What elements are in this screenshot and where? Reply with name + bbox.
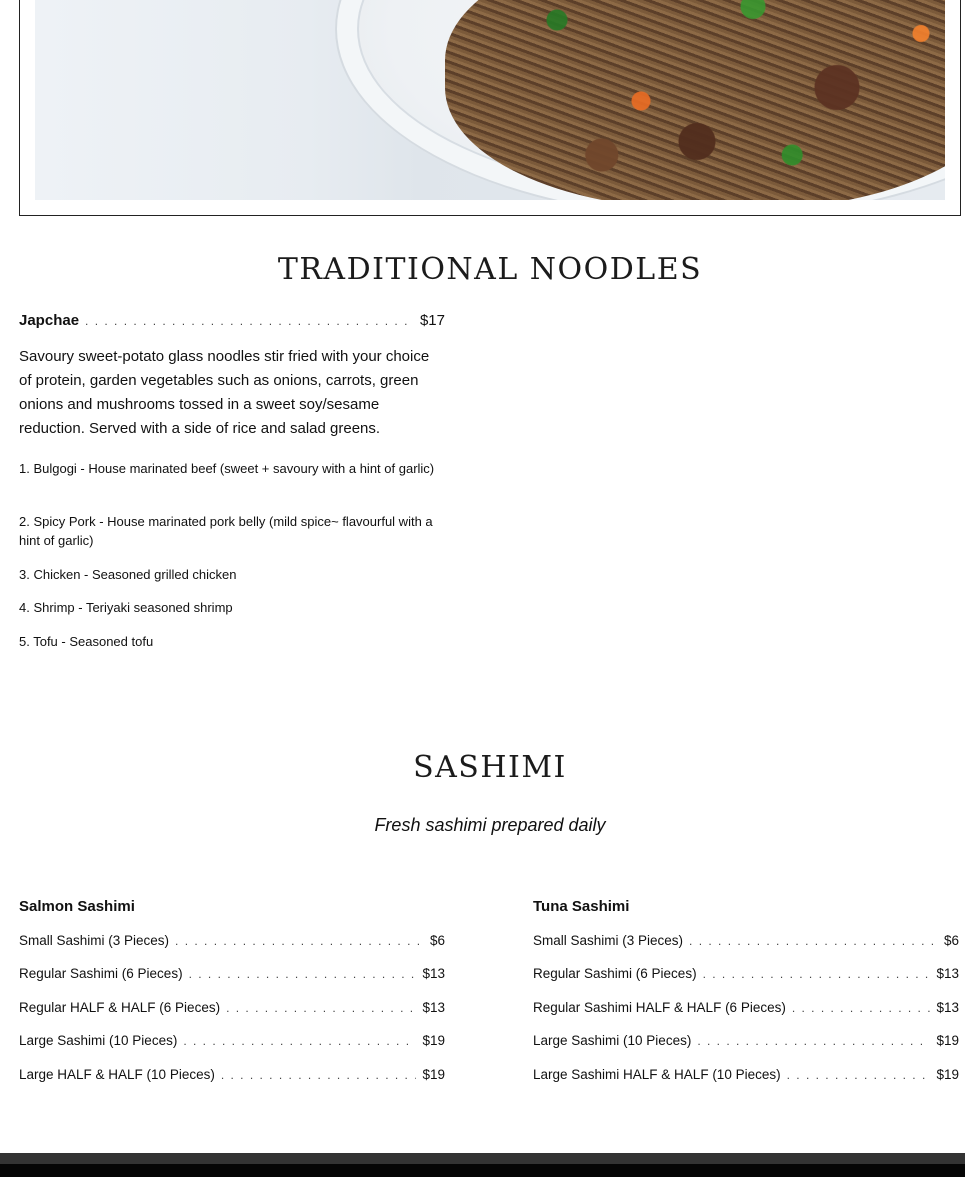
dot-leader bbox=[792, 1001, 931, 1015]
tuna-menu-row bbox=[533, 966, 959, 981]
sashimi-section-title: SASHIMI bbox=[413, 750, 567, 785]
dot-leader bbox=[175, 934, 424, 948]
menu-item-price: $17 bbox=[419, 312, 445, 329]
salmon-menu-row bbox=[19, 1067, 445, 1082]
dot-leader bbox=[787, 1068, 931, 1082]
menu-item-price: $19 bbox=[422, 1033, 445, 1048]
salmon-sashimi-heading: Salmon Sashimi bbox=[19, 898, 135, 915]
menu-item-name: Regular Sashimi (6 Pieces) bbox=[533, 966, 697, 981]
japchae-photo bbox=[35, 0, 945, 200]
menu-item-name: Regular HALF & HALF (6 Pieces) bbox=[19, 1000, 221, 1015]
dot-leader bbox=[85, 314, 414, 328]
tuna-menu-row bbox=[533, 1033, 959, 1048]
protein-option: 1. Bulgogi - House marinated beef (sweet + savoury with a hint of garlic) bbox=[19, 461, 435, 476]
menu-item-price: $19 bbox=[422, 1067, 445, 1082]
protein-option: 4. Shrimp - Teriyaki seasoned shrimp bbox=[19, 600, 233, 615]
menu-item-name: Small Sashimi (3 Pieces) bbox=[533, 933, 684, 948]
menu-item-japchae bbox=[19, 312, 445, 329]
dot-leader bbox=[689, 934, 938, 948]
protein-option: 5. Tofu - Seasoned tofu bbox=[19, 634, 154, 649]
salmon-menu-row bbox=[19, 933, 445, 948]
sashimi-subtitle: Fresh sashimi prepared daily bbox=[374, 815, 606, 835]
tuna-menu-row bbox=[533, 1000, 959, 1015]
menu-item-price: $19 bbox=[936, 1067, 959, 1082]
menu-item-price: $6 bbox=[943, 933, 959, 948]
salmon-menu-row bbox=[19, 1000, 445, 1015]
dot-leader bbox=[703, 967, 931, 981]
protein-option: 2. Spicy Pork - House marinated pork belly (mild spice~ flavourful with a hint of garlic) bbox=[19, 514, 433, 548]
footer-band bbox=[0, 1153, 965, 1177]
protein-option: 3. Chicken - Seasoned grilled chicken bbox=[19, 567, 237, 582]
dot-leader bbox=[697, 1034, 930, 1048]
tuna-sashimi-heading: Tuna Sashimi bbox=[533, 898, 630, 915]
salmon-menu-row bbox=[19, 1033, 445, 1048]
menu-item-name: Regular Sashimi (6 Pieces) bbox=[19, 966, 183, 981]
menu-item-name: Large HALF & HALF (10 Pieces) bbox=[19, 1067, 215, 1082]
menu-item-name: Regular Sashimi HALF & HALF (6 Pieces) bbox=[533, 1000, 786, 1015]
menu-item-name: Large Sashimi (10 Pieces) bbox=[19, 1033, 178, 1048]
tuna-menu-row bbox=[533, 1067, 959, 1082]
salmon-menu-row bbox=[19, 966, 445, 981]
menu-item-price: $6 bbox=[429, 933, 445, 948]
menu-item-name: Large Sashimi (10 Pieces) bbox=[533, 1033, 692, 1048]
menu-item-name: Japchae bbox=[19, 312, 80, 329]
dot-leader bbox=[189, 967, 417, 981]
hero-image-frame bbox=[19, 0, 961, 216]
menu-item-price: $19 bbox=[936, 1033, 959, 1048]
noodles-graphic bbox=[445, 0, 945, 200]
dot-leader bbox=[183, 1034, 416, 1048]
japchae-description: Savoury sweet-potato glass noodles stir fried with your choice of protein, garden vegetables such as onions, carrots, green onions and mushrooms tossed in a sweet soy/sesame reduction. Served with a side of rice and salad greens. bbox=[19, 348, 430, 437]
menu-item-name: Large Sashimi HALF & HALF (10 Pieces) bbox=[533, 1067, 781, 1082]
dot-leader bbox=[221, 1068, 417, 1082]
tuna-menu-row bbox=[533, 933, 959, 948]
dot-leader bbox=[226, 1001, 416, 1015]
menu-item-price: $13 bbox=[422, 966, 445, 981]
menu-item-price: $13 bbox=[936, 966, 959, 981]
menu-item-price: $13 bbox=[422, 1000, 445, 1015]
menu-item-name: Small Sashimi (3 Pieces) bbox=[19, 933, 170, 948]
noodles-section-title: TRADITIONAL NOODLES bbox=[277, 252, 703, 287]
menu-item-price: $13 bbox=[936, 1000, 959, 1015]
